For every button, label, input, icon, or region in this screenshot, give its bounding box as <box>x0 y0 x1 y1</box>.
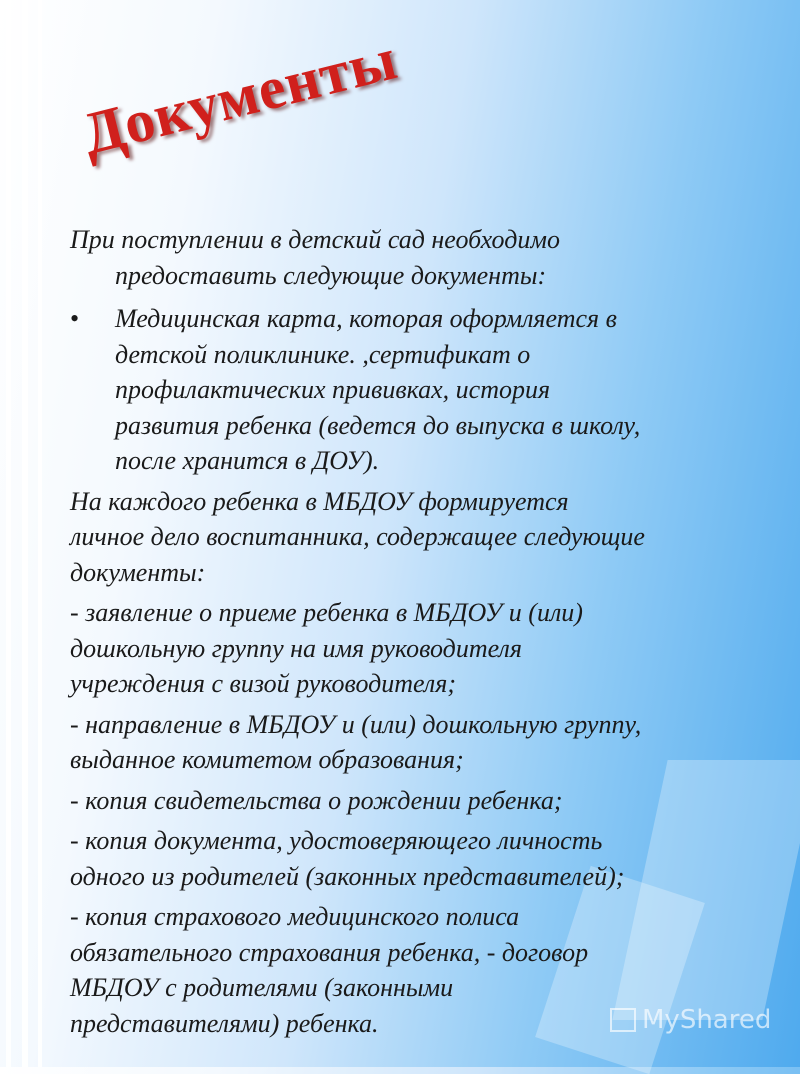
text-line: профилактических прививках, история <box>115 375 551 404</box>
slide-title: Документы <box>75 25 404 168</box>
paragraph <box>70 595 790 702</box>
decor-stripe <box>6 0 11 1067</box>
text-line: обязательного страхования ребенка, - договор <box>70 937 589 967</box>
text-line: предоставить следующие документы: <box>115 260 547 290</box>
text-line: личное дело воспитанника, содержащее следующие <box>70 522 645 551</box>
text-line: - направление в МБДОУ и (или) дошкольную группу, <box>70 709 642 739</box>
text-line: выданное комитетом образования; <box>70 745 464 774</box>
text-line: - копия документа, удостоверяющего личность <box>70 826 603 855</box>
text-line: детской поликлинике. ,сертификат о <box>115 339 531 369</box>
slide-body <box>70 222 790 1046</box>
text-line: МБДОУ с родителями (законными <box>70 973 454 1002</box>
text-line: На каждого ребенка в МБДОУ формируется <box>70 486 569 516</box>
bullet-item <box>70 301 790 479</box>
paragraph <box>70 783 790 819</box>
text-line: При поступлении в детский сад необходимо <box>70 225 560 254</box>
text-line: документы: <box>70 557 206 587</box>
presentation-icon <box>610 1008 636 1032</box>
decor-stripe <box>22 0 28 1067</box>
text-line: представителями) ребенка. <box>70 1008 379 1038</box>
paragraph <box>70 707 790 778</box>
text-line: Медицинская карта, которая оформляется в <box>115 304 617 333</box>
bullet-icon: • <box>70 304 80 333</box>
text-line: - копия свидетельства о рождении ребенка; <box>70 785 563 815</box>
text-line: развития ребенка (ведется до выпуска в школу, <box>115 410 641 440</box>
decor-stripe <box>38 0 42 1067</box>
paragraph <box>70 823 790 894</box>
text-line: учреждения с визой руководителя; <box>70 669 457 698</box>
watermark-text: MyShared <box>642 1005 772 1035</box>
intro-paragraph <box>70 222 790 293</box>
text-line: - копия страхового медицинского полиса <box>70 902 520 931</box>
text-line: одного из родителей (законных представителей); <box>70 861 625 891</box>
text-line: дошкольную группу на имя руководителя <box>70 633 522 663</box>
paragraph <box>70 484 790 591</box>
text-line: после хранится в ДОУ). <box>115 446 380 475</box>
watermark <box>610 1005 771 1035</box>
text-line: - заявление о приеме ребенка в МБДОУ и (или) <box>70 598 583 627</box>
